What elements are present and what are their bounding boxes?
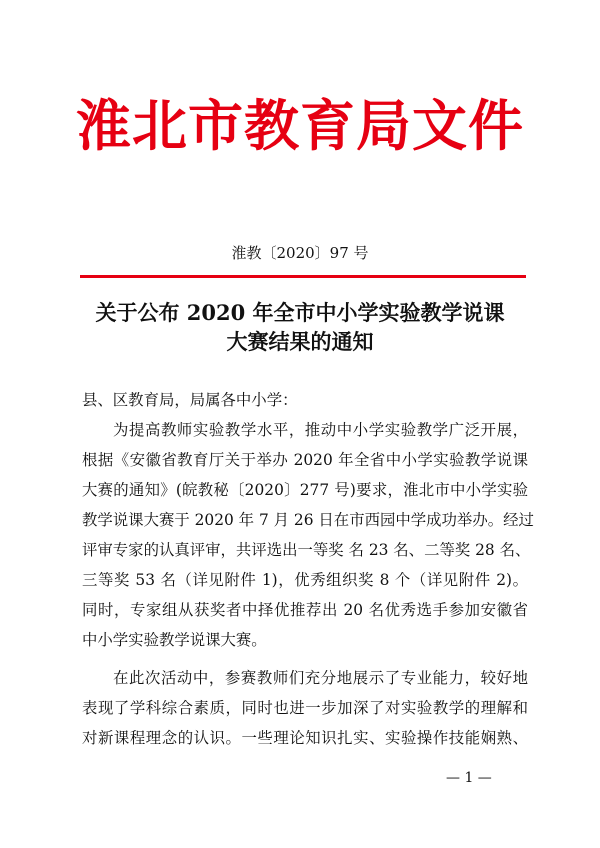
paragraph-1-line: 同时，专家组从获奖者中择优推荐出 20 名优秀选手参加安徽省 (82, 601, 528, 619)
paragraph-1-line: 根据《安徽省教育厅关于举办 2020 年全省中小学实验教学说课 (82, 451, 528, 469)
paragraph-2-line: 在此次活动中，参赛教师们充分地展示了专业能力，较好地 (113, 669, 528, 687)
paragraph-2-line: 表现了学科综合素质，同时也进一步加深了对实验教学的理解和 (82, 699, 528, 717)
paragraph-1-line: 为提高教师实验教学水平，推动中小学实验教学广泛开展， (113, 421, 528, 439)
red-divider-line (80, 275, 526, 278)
document-header-title: 淮北市教育局文件 (75, 93, 524, 158)
paragraph-1-line: 中小学实验教学说课大赛。 (82, 631, 267, 649)
notice-title-line-1: 关于公布 2020 年全市中小学实验教学说课 (95, 300, 505, 325)
document-number: 淮教〔2020〕97 号 (231, 244, 369, 262)
notice-title (0, 298, 600, 356)
paragraph-1-line: 大赛的通知》(皖教秘〔2020〕277 号)要求，淮北市中小学实验 (82, 481, 528, 499)
page-number: — 1 — (446, 770, 492, 786)
paragraph-gap (82, 655, 528, 663)
paragraph-2-line: 对新课程理念的认识。一些理论知识扎实、实验操作技能娴熟、 (82, 729, 528, 747)
paragraph-1-line: 教学说课大赛于 2020 年 7 月 26 日在市西园中学成功举办。经过 (82, 511, 534, 529)
salutation: 县、区教育局，局属各中小学： (82, 391, 298, 409)
paragraph-1-line: 三等奖 53 名（详见附件 1)，优秀组织奖 8 个（详见附件 2)。 (82, 571, 528, 589)
document-body (82, 385, 534, 753)
paragraph-1-line: 评审专家的认真评审，共评选出一等奖 名 23 名、二等奖 28 名、 (82, 541, 531, 559)
notice-title-line-2: 大赛结果的通知 (226, 329, 374, 354)
